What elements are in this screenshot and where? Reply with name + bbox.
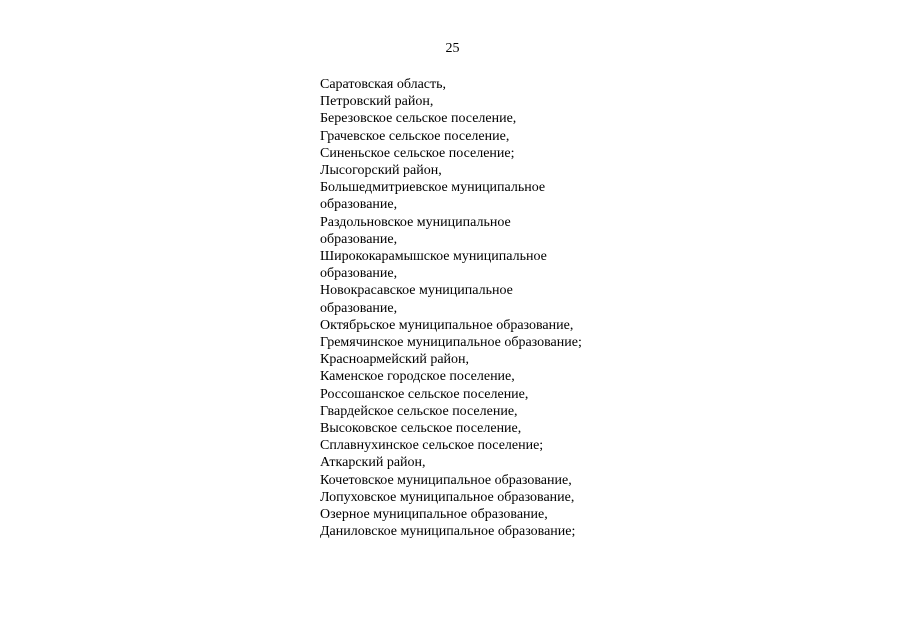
text-line: образование,: [320, 231, 398, 247]
text-line: Каменское городское поселение,: [320, 369, 515, 385]
text-line: Раздольновское муниципальное: [320, 214, 511, 230]
text-line: образование,: [320, 197, 398, 213]
text-line: Синеньское сельское поселение;: [320, 145, 515, 161]
text-line: Ширококарамышское муниципальное: [320, 249, 547, 265]
text-line: Высоковское сельское поселение,: [320, 421, 522, 437]
text-line: Грачевское сельское поселение,: [320, 128, 510, 144]
text-line: Березовское сельское поселение,: [320, 111, 517, 127]
page-number: 25: [445, 41, 460, 56]
text-line: Аткарский район,: [320, 455, 426, 471]
text-line: Россошанское сельское поселение,: [320, 386, 529, 402]
text-line: Лопуховское муниципальное образование,: [320, 489, 575, 505]
text-line: Даниловское муниципальное образование;: [320, 524, 576, 540]
text-block: [320, 76, 582, 540]
text-line: образование,: [320, 300, 398, 316]
text-line: Озерное муниципальное образование,: [320, 507, 548, 523]
text-line: Саратовская область,: [320, 77, 447, 92]
text-line: Лысогорский район,: [320, 163, 442, 179]
text-line: Сплавнухинское сельское поселение;: [320, 438, 544, 454]
text-line: Петровский район,: [320, 94, 434, 110]
text-line: Большедмитриевское муниципальное: [320, 180, 546, 196]
text-line: Октябрьское муниципальное образование,: [320, 317, 574, 333]
text-line: Кочетовское муниципальное образование,: [320, 472, 572, 488]
text-line: Гвардейское сельское поселение,: [320, 403, 518, 419]
text-line: Красноармейский район,: [320, 352, 470, 368]
text-line: Гремячинское муниципальное образование;: [320, 335, 582, 351]
text-line: образование,: [320, 266, 398, 282]
text-line: Новокрасавское муниципальное: [320, 283, 513, 299]
